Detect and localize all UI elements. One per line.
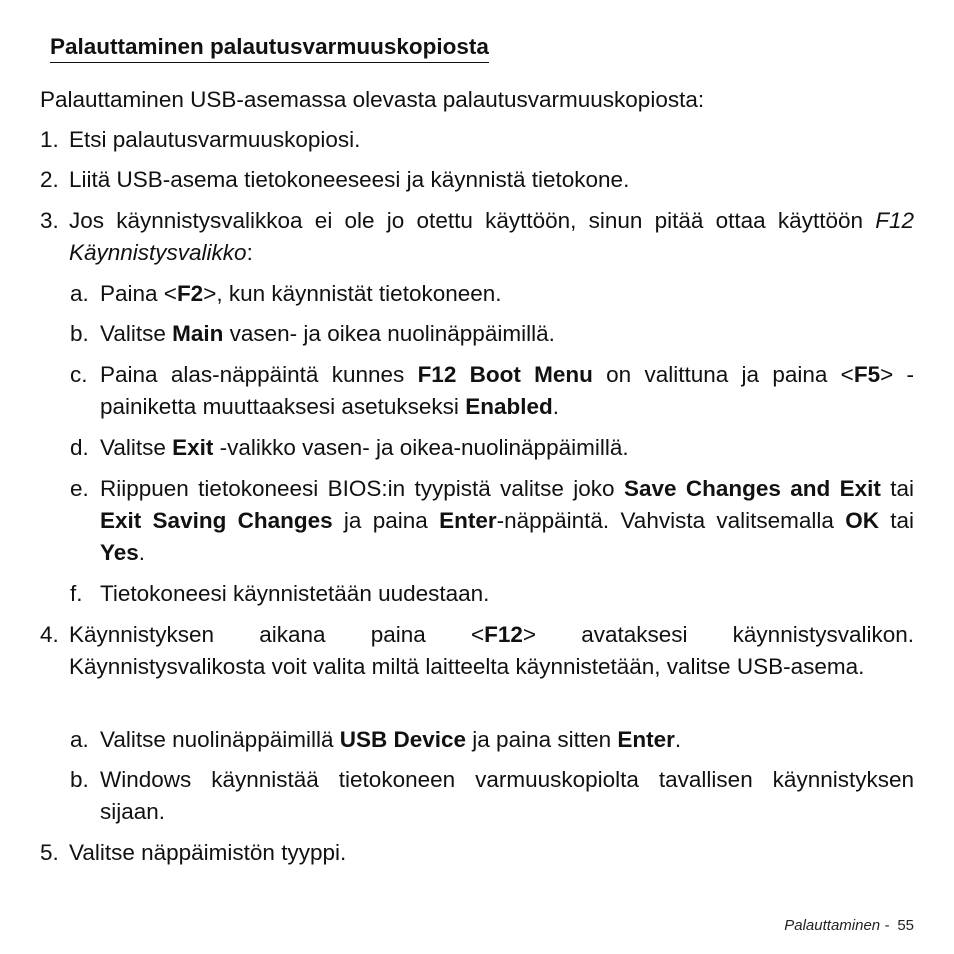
step-1: 1. Etsi palautusvarmuuskopiosi. — [40, 127, 361, 152]
step-2: 2. Liitä USB-asema tietokoneeseesi ja käynnistä tietokone. — [40, 167, 630, 192]
step-4b: b. Windows käynnistää tietokoneen varmuuskopiolta tavallisen käynnistyksen sijaan. — [70, 767, 914, 824]
step-3b: b. Valitse Main vasen- ja oikea nuolinäppäimillä. — [70, 321, 555, 346]
step-3: 3. Jos käynnistysvalikkoa ei ole jo otettu käyttöön, sinun pitää ottaa käyttöön F12 Käynnistysvalikko: — [40, 208, 914, 265]
step-3e: e. Riippuen tietokoneesi BIOS:in tyypistä valitse joko Save Changes and Exit tai Exit Saving Changes ja paina Enter-näppäintä. Vahvista valitsemalla OK tai Yes. — [70, 476, 915, 565]
step-3a: a. Paina <F2>, kun käynnistät tietokoneen. — [70, 281, 502, 306]
step-4a: a. Valitse nuolinäppäimillä USB Device ja paina sitten Enter. — [70, 727, 682, 752]
step-4: 4. Käynnistyksen aikana paina <F12> avataksesi käynnistysvalikon. Käynnistysvalikosta voit valita miltä laitteelta käynnistetään, valitse USB-asema. — [40, 622, 914, 679]
intro-paragraph: Palauttaminen USB-asemassa olevasta palautusvarmuuskopiosta: — [40, 87, 705, 112]
footer-section: Palauttaminen - — [784, 917, 890, 934]
section-title: Palauttaminen palautusvarmuuskopiosta — [50, 32, 489, 63]
step-3c: c. Paina alas-näppäintä kunnes F12 Boot Menu on valittuna ja paina <F5> -painiketta muuttaaksesi asetukseksi Enabled. — [70, 362, 915, 419]
step-3d: d. Valitse Exit -valikko vasen- ja oikea-nuolinäppäimillä. — [70, 435, 629, 460]
step-3f: f. Tietokoneesi käynnistetään uudestaan. — [70, 581, 490, 606]
page-number: 55 — [897, 917, 914, 934]
step-5: 5. Valitse näppäimistön tyyppi. — [40, 840, 347, 865]
page-footer — [784, 917, 914, 934]
